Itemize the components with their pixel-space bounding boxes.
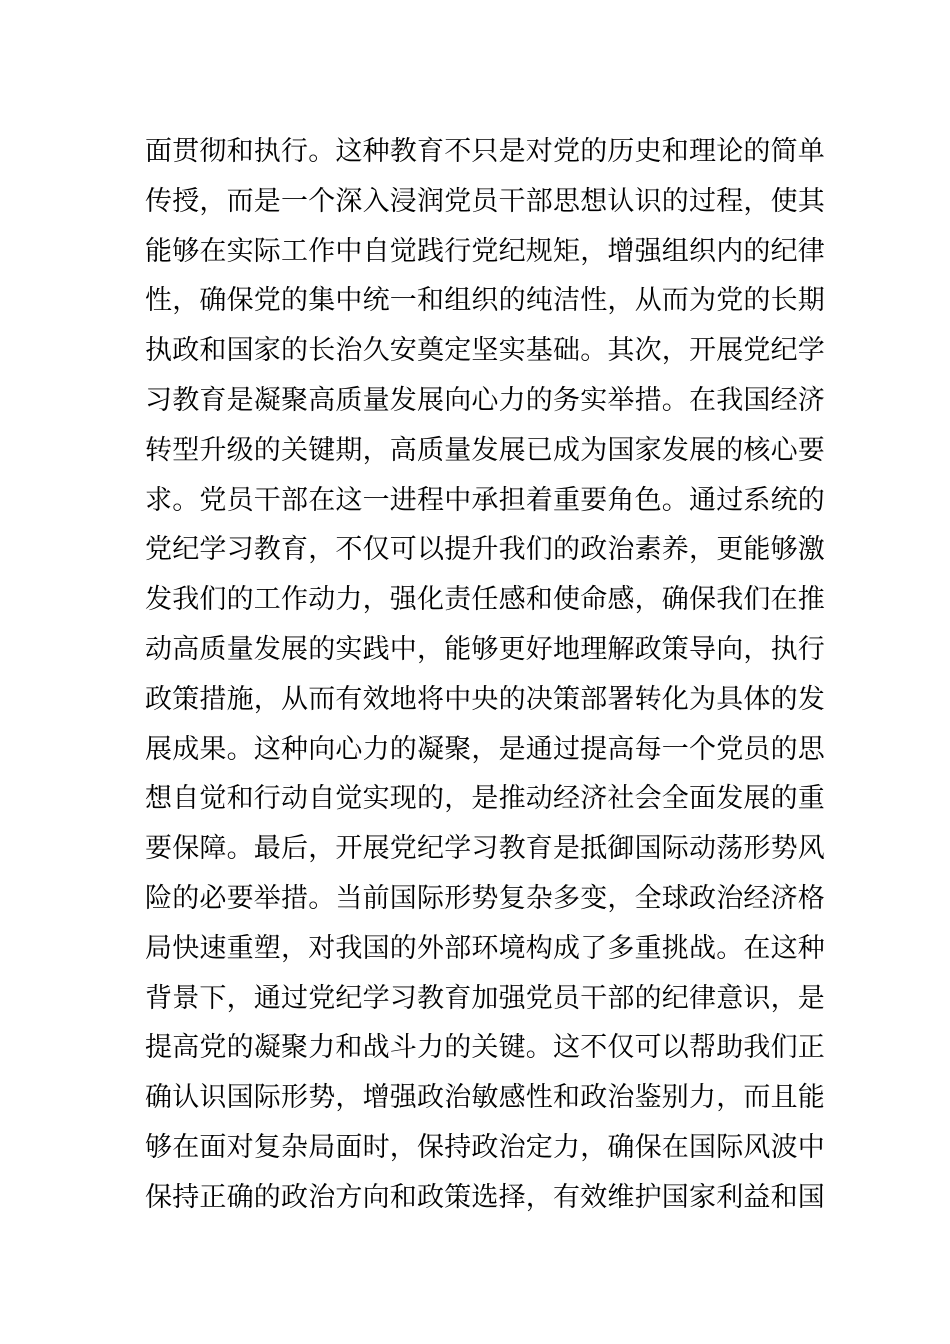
text-line: 确认识国际形势，增强政治敏感性和政治鉴别力，而且能 bbox=[145, 1082, 825, 1114]
text-line: 转型升级的关键期，高质量发展已成为国家发展的核心要 bbox=[145, 434, 825, 466]
text-line: 能够在实际工作中自觉践行党纪规矩，增强组织内的纪律 bbox=[145, 235, 825, 267]
text-line: 动高质量发展的实践中，能够更好地理解政策导向，执行 bbox=[145, 633, 825, 665]
text-line: 发我们的工作动力，强化责任感和使命感，确保我们在推 bbox=[145, 584, 825, 616]
text-line: 党纪学习教育，不仅可以提升我们的政治素养，更能够激 bbox=[145, 534, 825, 566]
text-line: 性，确保党的集中统一和组织的纯洁性，从而为党的长期 bbox=[145, 285, 825, 317]
text-line: 要保障。最后，开展党纪学习教育是抵御国际动荡形势风 bbox=[145, 833, 825, 865]
text-line: 执政和国家的长治久安奠定坚实基础。其次，开展党纪学 bbox=[145, 335, 825, 367]
text-line: 想自觉和行动自觉实现的，是推动经济社会全面发展的重 bbox=[145, 783, 825, 815]
text-line: 习教育是凝聚高质量发展向心力的务实举措。在我国经济 bbox=[145, 384, 825, 416]
body-paragraph bbox=[145, 127, 825, 1223]
text-line: 局快速重塑，对我国的外部环境构成了多重挑战。在这种 bbox=[145, 932, 825, 964]
text-line: 政策措施，从而有效地将中央的决策部署转化为具体的发 bbox=[145, 683, 825, 715]
text-line: 传授，而是一个深入浸润党员干部思想认识的过程，使其 bbox=[145, 185, 825, 217]
text-line: 险的必要举措。当前国际形势复杂多变，全球政治经济格 bbox=[145, 882, 825, 914]
text-line: 背景下，通过党纪学习教育加强党员干部的纪律意识，是 bbox=[145, 982, 825, 1014]
text-line: 展成果。这种向心力的凝聚，是通过提高每一个党员的思 bbox=[145, 733, 825, 765]
text-line: 面贯彻和执行。这种教育不只是对党的历史和理论的简单 bbox=[145, 136, 825, 167]
text-line: 保持正确的政治方向和政策选择，有效维护国家利益和国 bbox=[145, 1181, 825, 1213]
text-line: 求。党员干部在这一进程中承担着重要角色。通过系统的 bbox=[145, 484, 825, 516]
text-line: 提高党的凝聚力和战斗力的关键。这不仅可以帮助我们正 bbox=[145, 1032, 825, 1064]
text-line: 够在面对复杂局面时，保持政治定力，确保在国际风波中 bbox=[145, 1131, 825, 1163]
